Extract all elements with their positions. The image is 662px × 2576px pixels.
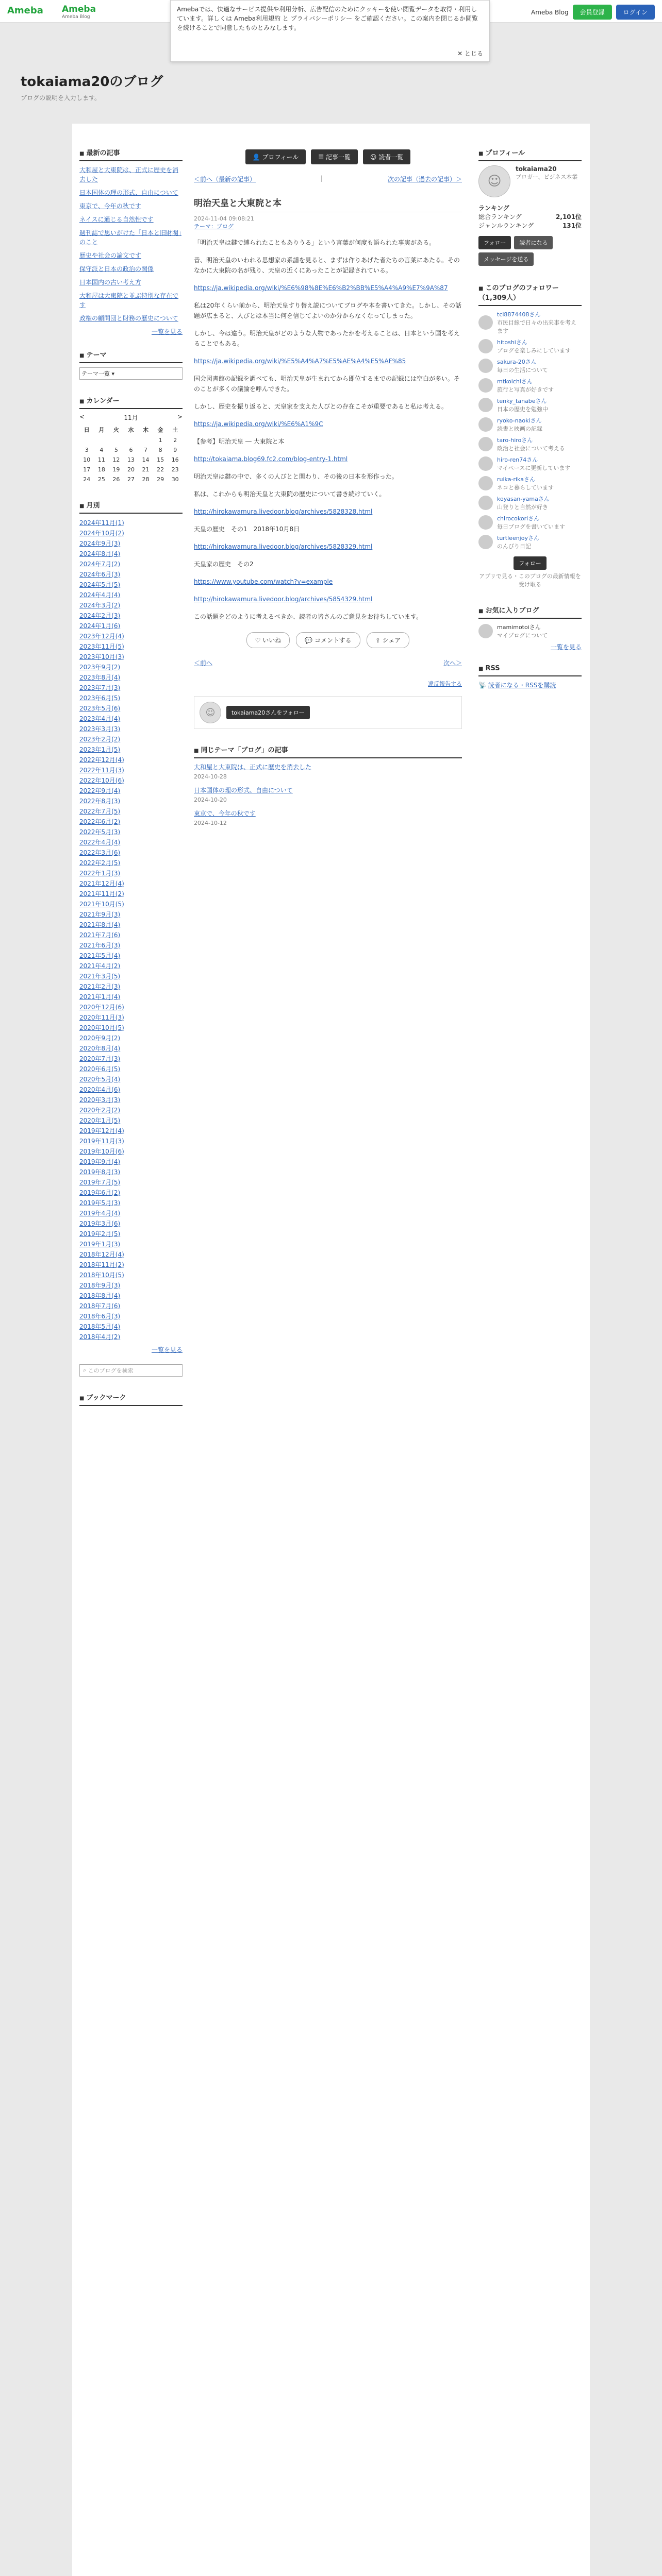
- follower-item[interactable]: [478, 310, 582, 335]
- rss-icon: 📡: [478, 682, 486, 689]
- calendar-day: 29: [157, 476, 164, 483]
- rss-link[interactable]: 📡 読者になる・RSSを購読: [478, 682, 556, 689]
- archive-item[interactable]: 2024年8月(4): [79, 550, 121, 557]
- follower-name: hiro-ren74さん: [497, 456, 538, 463]
- follower-name: taro-hiroさん: [497, 437, 533, 444]
- like-button[interactable]: ♡ いいね: [246, 632, 290, 648]
- cookie-notice-close[interactable]: ✕ とじる: [457, 50, 483, 57]
- ranking-genre: ジャンルランキング 131位: [478, 222, 582, 229]
- archive-item[interactable]: 2020年12月(6): [79, 1004, 124, 1011]
- rss-title: ■ RSS: [478, 662, 582, 676]
- ranking-total: 総合ランキング 2,101位: [478, 213, 582, 221]
- archive-item[interactable]: 2023年1月(5): [79, 746, 121, 753]
- archive-item[interactable]: 2021年12月(4): [79, 880, 124, 887]
- post-paragraph: 私は、これからも明治天皇と大東院の歴史について書き続けていく。: [194, 490, 386, 498]
- profile-meta: ブロガー、ビジネス本業: [516, 174, 578, 180]
- follower-name: ruika-rikaさん: [497, 476, 535, 483]
- calendar-day: 10: [83, 456, 91, 463]
- calendar-title: ■ カレンダー: [79, 392, 183, 409]
- follower-item[interactable]: [478, 416, 582, 433]
- people-icon: ☺: [370, 154, 377, 161]
- follower-name: mtkoichiさん: [497, 378, 533, 385]
- profile-box: [478, 165, 582, 266]
- archive-item[interactable]: 2020年3月(3): [79, 1096, 121, 1104]
- reader-list-button[interactable]: ☺ 読者一覧: [363, 149, 410, 164]
- calendar-day: 18: [97, 466, 105, 473]
- post-paragraph: 昔、明治天皇のいわれる思想家の系譜を見ると、まずは作りあげた者たちの言葉にあたる。そのなかに大東院の名が残り、天皇の近くにあったことが記録されている。: [194, 257, 460, 274]
- next-entry-link[interactable]: 次の記事（過去の記事）＞: [387, 176, 462, 183]
- archive-item[interactable]: 2021年3月(5): [79, 973, 121, 980]
- calendar-day: 21: [142, 466, 150, 473]
- calendar-day: 17: [83, 466, 91, 473]
- list-item[interactable]: mamimotoiさん マイブログについて: [478, 623, 582, 639]
- calendar-day: 8: [158, 447, 162, 453]
- avatar: [478, 496, 493, 510]
- follower-name: turtleenjoyさん: [497, 535, 539, 541]
- archive-item[interactable]: 2021年5月(4): [79, 952, 121, 959]
- entry-pager-bottom: [194, 658, 462, 667]
- archive-item[interactable]: 2022年9月(4): [79, 787, 121, 794]
- calendar-day: 25: [97, 476, 105, 483]
- post-link[interactable]: https://ja.wikipedia.org/wiki/%E6%A1%9C: [194, 420, 323, 428]
- archive-item[interactable]: 2020年8月(4): [79, 1045, 121, 1052]
- post-link[interactable]: http://hirokawamura.livedoor.blog/archives/5828328.html: [194, 508, 373, 515]
- archive-list: [79, 518, 183, 1342]
- follower-list: [478, 310, 582, 550]
- list-item[interactable]: 大和屋と大東院は、正式に歴史を消去した 2024-10-28: [194, 764, 312, 780]
- main-content: [194, 144, 462, 832]
- follow-button[interactable]: フォロー: [478, 236, 511, 249]
- calendar-day: 5: [114, 447, 118, 453]
- calendar-day: 12: [112, 456, 120, 463]
- list-item[interactable]: 日本国体の理の形式、自由について 2024-10-20: [194, 787, 293, 803]
- calendar-day: [124, 435, 139, 445]
- list-item[interactable]: 保守派と日本の政治の関係: [79, 265, 154, 273]
- archive-item[interactable]: 2019年6月(2): [79, 1189, 121, 1196]
- follower-desc: ネコと暮らしています: [497, 484, 554, 491]
- cookie-notice-text: Amebaでは、快適なサービス提供や利用分析、広告配信のためにクッキーを使い閲覧データを取得・利用しています。詳しくは Ameba利用規約 と プライバシーポリシー をご確認ください。この案内を閉じるか閲覧を続けることで同意したものとみなします。: [177, 6, 478, 31]
- archive-item[interactable]: 2018年10月(5): [79, 1272, 124, 1279]
- archive-item[interactable]: 2024年2月(3): [79, 612, 121, 619]
- calendar-day-header: 月: [98, 427, 105, 433]
- archive-item[interactable]: 2020年1月(5): [79, 1117, 121, 1124]
- archive-item[interactable]: 2020年2月(2): [79, 1107, 121, 1114]
- calendar-day: 14: [142, 456, 150, 463]
- archive-item[interactable]: 2024年7月(2): [79, 561, 121, 568]
- post-paragraph: 天皇の歴史 その1 2018年10月8日: [194, 526, 300, 533]
- list-item[interactable]: 日本国体の理の形式、自由について: [79, 189, 178, 196]
- follower-desc: 読書と映画の記録: [497, 426, 542, 432]
- follower-name: tcl8874408さん: [497, 311, 541, 318]
- archive-item[interactable]: 2023年11月(5): [79, 643, 124, 650]
- archive-item[interactable]: 2023年6月(5): [79, 694, 121, 702]
- post-paragraph: 明治天皇は鍵の中で、多くの人びとと関わり、その後の日本を形作った。: [194, 473, 398, 480]
- follower-item[interactable]: [478, 455, 582, 472]
- follower-item[interactable]: [478, 377, 582, 394]
- archive-item[interactable]: 2023年5月(6): [79, 705, 121, 712]
- calendar-day: 30: [171, 476, 179, 483]
- archive-item[interactable]: 2020年9月(2): [79, 1035, 121, 1042]
- archive-item[interactable]: 2021年9月(3): [79, 911, 121, 918]
- archive-item[interactable]: 2022年10月(6): [79, 777, 124, 784]
- follower-name: ryoko-naokiさん: [497, 417, 542, 424]
- share-button[interactable]: ⇪ シェア: [367, 632, 410, 648]
- favorite-more-link[interactable]: 一覧を見る: [550, 643, 582, 651]
- bottom-prev-link[interactable]: ＜前へ: [194, 659, 213, 667]
- archive-item[interactable]: 2024年10月(2): [79, 530, 124, 537]
- post-paragraph: 【参考】明治天皇 ― 大東院と本: [194, 438, 285, 445]
- archive-item[interactable]: 2022年5月(3): [79, 828, 121, 836]
- list-item[interactable]: 日本国内の古い考え方: [79, 279, 142, 286]
- archive-item[interactable]: 2018年7月(6): [79, 1302, 121, 1310]
- calendar-day: 4: [100, 447, 104, 453]
- avatar: [478, 535, 493, 549]
- archive-item[interactable]: 2020年10月(5): [79, 1024, 124, 1031]
- archive-item[interactable]: 2022年3月(6): [79, 849, 121, 856]
- follower-name: tenky_tanabeさん: [497, 398, 547, 404]
- calendar-day: [94, 435, 109, 445]
- calendar-nav: [79, 413, 183, 422]
- calendar-day: [138, 435, 153, 445]
- post-link[interactable]: http://tokaiama.blog69.fc2.com/blog-entry-1.html: [194, 455, 348, 463]
- archive-item[interactable]: 2021年6月(3): [79, 942, 121, 949]
- archive-item[interactable]: 2019年8月(3): [79, 1168, 121, 1176]
- archive-item[interactable]: 2023年3月(3): [79, 725, 121, 733]
- archive-item[interactable]: 2023年10月(3): [79, 653, 124, 660]
- calendar-day-header: 木: [143, 427, 149, 433]
- follower-item[interactable]: [478, 397, 582, 413]
- archive-item[interactable]: 2023年12月(4): [79, 633, 124, 640]
- archive-item[interactable]: 2020年7月(3): [79, 1055, 121, 1062]
- ameba-logo[interactable]: Ameba: [7, 5, 43, 16]
- blog-search-input[interactable]: ⌕ このブログを検索: [79, 1364, 183, 1377]
- post-paragraph: しかし、歴史を振り返ると、天皇家を支えた人びとの存在こそが重要であると私は考える。: [194, 403, 448, 410]
- archive-item[interactable]: 2021年11月(2): [79, 890, 124, 897]
- reader-button[interactable]: 読者になる: [514, 236, 553, 249]
- calendar-table: [79, 424, 183, 484]
- follower-item[interactable]: [478, 495, 582, 511]
- post-paragraph: この話題をどのように考えるべきか、読者の皆さんのご意見をお待ちしています。: [194, 613, 423, 620]
- post-theme-link[interactable]: テーマ：ブログ: [194, 223, 234, 230]
- avatar: [478, 515, 493, 530]
- list-item[interactable]: 大和屋と大東院は、正式に歴史を消去した: [79, 166, 179, 183]
- blog-description: ブログの説明を入力します。: [21, 94, 101, 101]
- reaction-bar: [194, 632, 462, 648]
- follower-desc: ブログを楽しみにしています: [497, 347, 571, 354]
- follower-desc: のんびり日記: [497, 543, 531, 550]
- calendar-day: 26: [112, 476, 120, 483]
- archive-item[interactable]: 2021年4月(2): [79, 962, 121, 970]
- archive-item[interactable]: 2024年1月(6): [79, 622, 121, 630]
- list-icon: ☰: [318, 154, 324, 161]
- prev-entry-link[interactable]: ＜前へ（最新の記事）: [194, 176, 256, 183]
- post-link[interactable]: https://ja.wikipedia.org/wiki/%E5%A4%A7%E5%AE%A4%E5%AF%85: [194, 358, 406, 365]
- follower-item[interactable]: [478, 475, 582, 492]
- avatar: [478, 398, 493, 412]
- archive-item[interactable]: 2022年1月(3): [79, 870, 121, 877]
- follower-name: koyasan-yamaさん: [497, 496, 550, 502]
- post-body: [194, 238, 462, 622]
- archive-item[interactable]: 2019年1月(3): [79, 1241, 121, 1248]
- archive-item[interactable]: 2018年5月(4): [79, 1323, 121, 1330]
- signup-button[interactable]: 会員登録: [573, 5, 612, 20]
- blog-title[interactable]: tokaiama20のブログ: [21, 74, 163, 90]
- calendar-day: 13: [127, 456, 135, 463]
- list-item[interactable]: 歴史や社会の論文です: [79, 252, 142, 259]
- follower-title: ■ このブログのフォロワー（1,309人）: [478, 279, 582, 306]
- chevron-down-icon: ▾: [111, 370, 115, 377]
- calendar-day-header: 金: [157, 427, 163, 433]
- header-actions: [531, 5, 655, 20]
- right-sidebar: [478, 144, 582, 694]
- calendar-day: 1: [158, 437, 162, 444]
- list-item[interactable]: 東京で、今年の秋です: [79, 202, 141, 210]
- calendar-day: 11: [97, 456, 105, 463]
- follower-desc: 山登りと自然が好き: [497, 504, 548, 511]
- archive-item[interactable]: 2018年12月(4): [79, 1251, 124, 1258]
- calendar-day: 28: [142, 476, 150, 483]
- follower-desc: 毎日ブログを書いています: [497, 523, 565, 530]
- archive-item[interactable]: 2023年9月(2): [79, 664, 121, 671]
- calendar-month: 11月: [124, 414, 138, 421]
- calendar-day-header: 水: [128, 427, 134, 433]
- archive-title: ■ 月別: [79, 497, 183, 514]
- archive-item[interactable]: 2019年12月(4): [79, 1127, 124, 1134]
- post-date: 2024-11-04 09:08:21: [194, 215, 254, 222]
- archive-item[interactable]: 2021年2月(3): [79, 983, 121, 990]
- report-link[interactable]: 違反報告する: [428, 681, 462, 687]
- heart-icon: ♡: [255, 637, 261, 644]
- comment-button[interactable]: 💬 コメントする: [296, 632, 360, 648]
- page-body: [72, 124, 590, 2576]
- follow-button-bottom[interactable]: フォロー: [514, 556, 546, 570]
- ameba-blog-logo[interactable]: Ameba Ameba Blog: [62, 4, 96, 20]
- follower-desc: 市民目線で日々の出来事を考えます: [497, 319, 576, 334]
- entry-pager-top: [194, 175, 462, 183]
- archive-item[interactable]: 2024年3月(2): [79, 602, 121, 609]
- author-follow-box: [194, 696, 462, 729]
- post-link[interactable]: http://hirokawamura.livedoor.blog/archives/5828329.html: [194, 543, 373, 550]
- follower-name: chirocokoriさん: [497, 515, 540, 522]
- calendar-day: 16: [171, 456, 179, 463]
- calendar-day: 3: [85, 447, 89, 453]
- archive-item[interactable]: 2023年7月(3): [79, 684, 121, 691]
- post-meta: [194, 215, 462, 230]
- archive-item[interactable]: 2021年1月(4): [79, 993, 121, 1001]
- profile-title: ■ プロフィール: [478, 144, 582, 161]
- left-sidebar: [79, 144, 183, 1410]
- archive-item[interactable]: 2019年4月(4): [79, 1210, 121, 1217]
- follower-name: sakura-20さん: [497, 359, 537, 365]
- calendar-day: 20: [127, 466, 135, 473]
- calendar-day: 7: [144, 447, 148, 453]
- archive-item[interactable]: 2022年12月(4): [79, 756, 124, 764]
- archive-item[interactable]: 2020年5月(4): [79, 1076, 121, 1083]
- calendar-day-header: 土: [172, 427, 178, 433]
- cookie-notice: [170, 0, 490, 62]
- post-link[interactable]: http://hirokawamura.livedoor.blog/archives/5854329.html: [194, 596, 373, 603]
- archive-item[interactable]: 2020年6月(5): [79, 1065, 121, 1073]
- archive-item[interactable]: 2022年6月(2): [79, 818, 121, 825]
- calendar-next-button[interactable]: >: [177, 413, 183, 420]
- calendar-day: 24: [83, 476, 91, 483]
- follower-item[interactable]: [478, 338, 582, 354]
- post-paragraph: 国会図書館の記録を調べても、明治天皇が生まれてから即位するまでの記録には空白が多い。そのことが多くの議論を呼んできた。: [194, 375, 460, 393]
- list-item[interactable]: ネイスに通じる自然性です: [79, 216, 154, 223]
- calendar-day: 15: [157, 456, 164, 463]
- archive-item[interactable]: 2022年4月(4): [79, 839, 121, 846]
- post-link[interactable]: https://www.youtube.com/watch?v=example: [194, 578, 333, 585]
- calendar-day-header: 日: [84, 427, 90, 433]
- archive-item[interactable]: 2022年7月(5): [79, 808, 121, 815]
- list-item[interactable]: 政権の顧問団と財務の歴史について: [79, 315, 178, 322]
- entry-list-button[interactable]: ☰ 記事一覧: [311, 149, 358, 164]
- blog-toolbar: [194, 149, 462, 164]
- message-button[interactable]: メッセージを送る: [478, 252, 534, 266]
- same-theme-title: ■ 同じテーマ「ブログ」の記事: [194, 741, 462, 758]
- archive-item[interactable]: 2018年8月(4): [79, 1292, 121, 1299]
- follower-item[interactable]: [478, 514, 582, 531]
- follower-desc: マイペースに更新しています: [497, 465, 571, 471]
- archive-item[interactable]: 2023年4月(4): [79, 715, 121, 722]
- favorite-blogs-title: ■ お気に入りブログ: [478, 602, 582, 619]
- user-icon: 👤: [252, 154, 260, 161]
- avatar: [478, 437, 493, 451]
- archive-item[interactable]: 2021年10月(5): [79, 901, 124, 908]
- list-item[interactable]: 東京で、今年の秋です 2024-10-12: [194, 810, 256, 826]
- search-icon: ⌕: [83, 1367, 87, 1374]
- follower-item[interactable]: [478, 358, 582, 374]
- avatar: [478, 476, 493, 490]
- follower-desc: 日本の歴史を勉強中: [497, 406, 548, 413]
- post-paragraph: 天皇家の歴史 その2: [194, 561, 254, 568]
- post-paragraph: 私は20年くらい前から、明治天皇すり替え説についてブログや本を書いてきた。しかし、その話題が広まると、人びとは本当に何を信じてよいのか分からなくなってしまった。: [194, 302, 462, 319]
- follower-name: hitoshiさん: [497, 339, 527, 346]
- recent-entries-list: [79, 165, 183, 323]
- archive-item[interactable]: 2023年8月(4): [79, 674, 121, 681]
- comment-icon: 💬: [305, 637, 313, 644]
- archive-item[interactable]: 2023年2月(2): [79, 736, 121, 743]
- post-paragraph: しかし、今は違う。明治天皇がどのような人物であったかを考えることは、日本という国を考えることでもある。: [194, 330, 460, 347]
- theme-select[interactable]: テーマ一覧 ▾: [79, 367, 183, 380]
- archive-item[interactable]: 2019年5月(3): [79, 1199, 121, 1207]
- ameba-blog-link[interactable]: Ameba Blog: [531, 8, 569, 16]
- archive-item[interactable]: 2019年3月(6): [79, 1220, 121, 1227]
- recent-more-link[interactable]: 一覧を見る: [151, 328, 183, 335]
- archive-item[interactable]: 2024年6月(3): [79, 571, 121, 578]
- avatar: [478, 378, 493, 393]
- calendar-day: 9: [173, 447, 177, 453]
- share-icon: ⇪: [375, 637, 380, 644]
- post-paragraph: 「明治天皇は鍵で縛られたこともありうる」という言葉が何度も語られた事実がある。: [194, 239, 436, 246]
- pager-separator: |: [320, 175, 323, 182]
- archive-item[interactable]: 2019年10月(6): [79, 1148, 124, 1155]
- follower-desc: 毎日の生活について: [497, 367, 548, 374]
- archive-item[interactable]: 2022年2月(5): [79, 859, 121, 867]
- archive-item[interactable]: 2018年6月(3): [79, 1313, 121, 1320]
- calendar-day: 6: [129, 447, 133, 453]
- archive-item[interactable]: 2018年11月(2): [79, 1261, 124, 1268]
- follow-author-button[interactable]: tokaiama20さんをフォロー: [226, 706, 310, 719]
- archive-item[interactable]: 2019年2月(5): [79, 1230, 121, 1238]
- calendar-prev-button[interactable]: <: [79, 413, 85, 420]
- archive-item[interactable]: 2024年9月(3): [79, 540, 121, 547]
- archive-item[interactable]: 2018年4月(2): [79, 1333, 121, 1341]
- list-item[interactable]: 大和屋は大東院と並ぶ特別な存在です: [79, 292, 179, 309]
- blog-header: [21, 71, 641, 107]
- archive-item[interactable]: 2020年4月(6): [79, 1086, 121, 1093]
- calendar-day-header: 火: [113, 427, 119, 433]
- profile-name[interactable]: tokaiama20: [516, 165, 557, 173]
- recent-entries-title: ■ 最新の記事: [79, 144, 183, 161]
- calendar-day: 23: [171, 466, 179, 473]
- follower-desc: 政治と社会について考える: [497, 445, 565, 452]
- post-link[interactable]: https://ja.wikipedia.org/wiki/%E6%98%8E%E6%B2%BB%E5%A4%A9%E7%9A%87: [194, 284, 448, 292]
- archive-item[interactable]: 2019年7月(5): [79, 1179, 121, 1186]
- theme-title: ■ テーマ: [79, 346, 183, 363]
- avatar: [478, 339, 493, 353]
- archive-item[interactable]: 2021年8月(4): [79, 921, 121, 928]
- archive-item[interactable]: 2024年4月(4): [79, 591, 121, 599]
- profile-button[interactable]: 👤 プロフィール: [245, 149, 306, 164]
- archive-item[interactable]: 2020年11月(3): [79, 1014, 124, 1021]
- archive-item[interactable]: 2019年9月(4): [79, 1158, 121, 1165]
- archive-item[interactable]: 2022年11月(3): [79, 767, 124, 774]
- archive-item[interactable]: 2019年11月(3): [79, 1138, 124, 1145]
- archive-item[interactable]: 2024年11月(1): [79, 519, 124, 527]
- avatar[interactable]: ☺: [478, 165, 510, 197]
- calendar-day: 27: [127, 476, 135, 483]
- calendar-day: [109, 435, 124, 445]
- archive-more-link[interactable]: 一覧を見る: [151, 1346, 183, 1353]
- avatar: [478, 315, 493, 330]
- follower-item[interactable]: [478, 436, 582, 452]
- login-button[interactable]: ログイン: [616, 5, 655, 20]
- bookmark-title: ■ ブックマーク: [79, 1389, 183, 1406]
- avatar: [478, 456, 493, 471]
- ranking-title: ランキング: [478, 205, 509, 212]
- archive-item[interactable]: 2024年5月(5): [79, 581, 121, 588]
- follower-item[interactable]: [478, 534, 582, 550]
- avatar: [478, 624, 493, 638]
- avatar: [478, 417, 493, 432]
- avatar: [478, 359, 493, 373]
- list-item[interactable]: 週刊誌で思いがけた「日本と旧財閥」のこと: [79, 229, 182, 246]
- calendar-day: 19: [112, 466, 120, 473]
- bottom-next-link[interactable]: 次へ＞: [443, 659, 462, 667]
- calendar-day: 2: [173, 437, 177, 444]
- calendar-day: 22: [157, 466, 164, 473]
- archive-item[interactable]: 2022年8月(3): [79, 798, 121, 805]
- follow-note: アプリで見る・このブログの最新情報を受け取る: [479, 573, 581, 588]
- calendar-day: [79, 435, 94, 445]
- archive-item[interactable]: 2021年7月(6): [79, 931, 121, 939]
- avatar: ☺: [200, 702, 221, 723]
- archive-item[interactable]: 2018年9月(3): [79, 1282, 121, 1289]
- post-title[interactable]: 明治天皇と大東院と本: [194, 196, 462, 212]
- follower-desc: 旅行と写真が好きです: [497, 386, 554, 393]
